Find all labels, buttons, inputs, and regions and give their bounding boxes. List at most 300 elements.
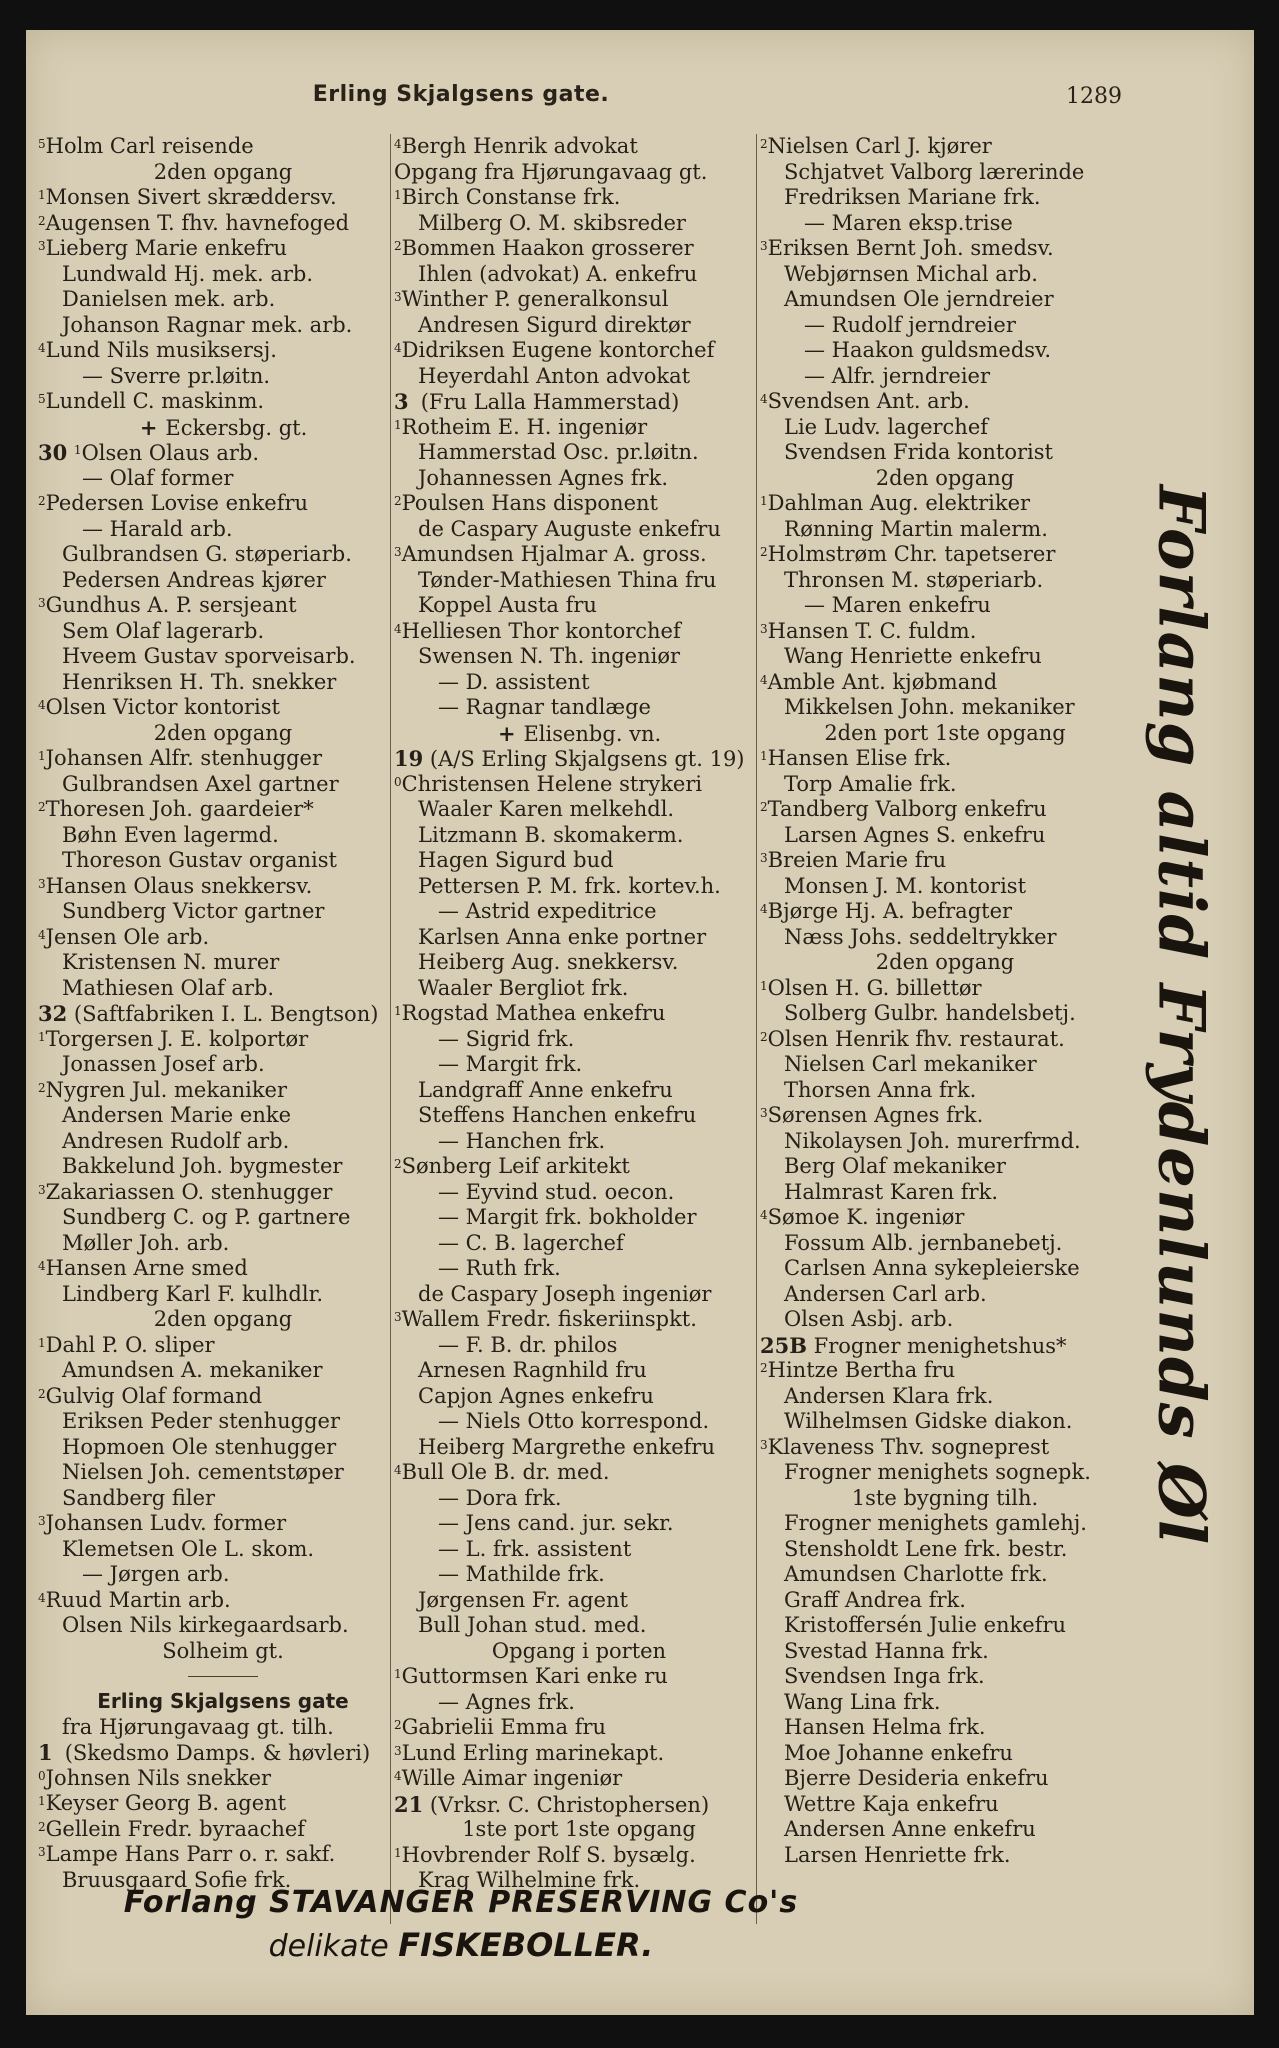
entry-text: — Dora frk. <box>438 1485 562 1510</box>
directory-entry <box>760 1129 1130 1155</box>
directory-entry <box>760 1588 1130 1614</box>
directory-entry <box>760 874 1130 900</box>
entry-text: Eriksen Bernt Joh. smedsv. <box>767 236 1054 260</box>
floor-number: 3 <box>38 1514 46 1528</box>
entry-text: Andresen Rudolf arb. <box>62 1128 290 1153</box>
directory-entry <box>760 1358 1130 1384</box>
entry-text: — Hanchen frk. <box>438 1128 606 1153</box>
entry-text: Opgang i porten <box>491 1638 667 1663</box>
directory-entry <box>760 542 1130 568</box>
entry-text: Tandberg Valborg enkefru <box>767 797 1047 821</box>
directory-entry <box>760 695 1130 721</box>
floor-number: 3 <box>38 239 46 253</box>
directory-entry <box>38 1027 408 1053</box>
directory-entry <box>394 364 764 390</box>
floor-number: 1 <box>73 443 82 457</box>
directory-entry <box>394 1256 764 1282</box>
directory-entry <box>760 466 1130 492</box>
entry-text: — Rudolf jerndreier <box>804 312 1016 337</box>
entry-text: Nielsen Joh. cementstøper <box>62 1460 344 1484</box>
entry-text: — Olaf former <box>82 465 234 490</box>
entry-text: Frogner menighets sognepk. <box>784 1460 1091 1484</box>
entry-text: Dahl P. O. sliper <box>45 1332 215 1357</box>
floor-number: 1 <box>394 1004 402 1018</box>
entry-text: Svendsen Ant. arb. <box>767 389 970 413</box>
entry-text: 1ste bygning tilh. <box>851 1485 1039 1510</box>
directory-entry <box>38 925 408 951</box>
directory-entry <box>394 1537 764 1563</box>
directory-entry <box>394 1715 764 1741</box>
directory-entry <box>38 338 408 364</box>
directory-entry <box>394 619 764 645</box>
directory-entry <box>38 236 408 262</box>
entry-text: Bøhn Even lagermd. <box>62 822 279 847</box>
directory-entry <box>760 644 1130 670</box>
entry-text: 2den port 1ste opgang <box>824 720 1066 745</box>
directory-entry <box>394 1409 764 1435</box>
entry-text: Amble Ant. kjøbmand <box>767 669 998 694</box>
directory-entry <box>394 1460 764 1486</box>
entry-text: Gulbrandsen Axel gartner <box>62 771 339 796</box>
directory-entry <box>760 823 1130 849</box>
floor-number: 4 <box>394 137 402 151</box>
entry-text: Steffens Hanchen enkefru <box>418 1103 697 1127</box>
floor-number: 3 <box>760 621 768 636</box>
entry-text: Andersen Carl arb. <box>784 1281 987 1306</box>
entry-text: Sømoe K. ingeniør <box>767 1205 965 1229</box>
directory-entry <box>38 1001 408 1027</box>
entry-text: Nygren Jul. mekaniker <box>45 1077 288 1102</box>
floor-number: 1 <box>394 1845 402 1860</box>
floor-number: 2 <box>760 800 768 814</box>
entry-text: — Sverre pr.løitn. <box>82 363 271 388</box>
directory-entry <box>38 1333 408 1359</box>
directory-column-1 <box>38 134 408 1893</box>
directory-entry <box>760 262 1130 288</box>
entry-text: Opgang fra Hjørungavaag gt. <box>394 159 708 184</box>
directory-entry <box>394 1129 764 1155</box>
directory-entry <box>760 236 1130 262</box>
entry-text: Solberg Gulbr. handelsbetj. <box>784 1001 1076 1025</box>
directory-entry <box>394 185 764 211</box>
entry-text: — Sigrid frk. <box>438 1026 575 1051</box>
directory-entry <box>760 1435 1130 1461</box>
bottom-ad-prefix: delikate <box>268 1929 389 1964</box>
floor-number: 1 <box>38 749 46 763</box>
entry-text: Amundsen Hjalmar A. gross. <box>401 542 707 566</box>
directory-entry <box>394 1154 764 1180</box>
directory-entry <box>394 925 764 951</box>
entry-text: — Haakon guldsmedsv. <box>804 338 1052 362</box>
directory-entry <box>394 1817 764 1843</box>
entry-text: Lindberg Karl F. kulhdlr. <box>62 1281 324 1306</box>
house-number: 3 <box>394 389 409 414</box>
page-title: Erling Skjalgsens gate. <box>312 82 610 107</box>
floor-number: 5 <box>38 137 46 151</box>
directory-entry <box>394 899 764 925</box>
floor-number: 4 <box>760 672 768 687</box>
directory-entry <box>760 1817 1130 1843</box>
entry-text: Hansen Arne smed <box>45 1256 248 1280</box>
side-ad-text: Forlang altid Frydenlunds Øl <box>1143 484 1219 1546</box>
directory-entry <box>760 721 1130 747</box>
entry-text: Pedersen Andreas kjører <box>62 567 326 592</box>
directory-entry <box>38 1205 408 1231</box>
entry-text: Andersen Anne enkefru <box>784 1817 1036 1841</box>
directory-entry <box>760 338 1130 364</box>
entry-text: Arnesen Ragnhild fru <box>418 1358 647 1382</box>
entry-text: Kristoffersén Julie enkefru <box>784 1613 1067 1637</box>
entry-text: Andresen Sigurd direktør <box>418 312 691 337</box>
directory-entry <box>760 491 1130 517</box>
directory-entry <box>38 415 408 441</box>
entry-text: Olsen Nils kirkegaardsarb. <box>62 1613 349 1637</box>
directory-entry <box>760 848 1130 874</box>
directory-entry <box>38 1180 408 1206</box>
entry-text: Zakariassen O. stenhugger <box>45 1179 333 1204</box>
floor-number: 3 <box>38 596 46 610</box>
floor-number: 2 <box>38 1819 46 1834</box>
directory-entry <box>38 1256 408 1282</box>
directory-entry <box>394 950 764 976</box>
entry-text: Wilhelmsen Gidske diakon. <box>784 1409 1073 1433</box>
entry-text: fra Hjørungavaag gt. tilh. <box>62 1714 334 1739</box>
entry-text: Thoreson Gustav organist <box>62 848 337 872</box>
entry-text: Olsen Henrik fhv. restaurat. <box>767 1026 1065 1051</box>
entry-text: Danielsen mek. arb. <box>62 287 276 311</box>
floor-number: 4 <box>38 1590 46 1605</box>
house-number: 32 <box>38 1001 68 1026</box>
directory-entry <box>760 313 1130 339</box>
directory-entry <box>394 542 764 568</box>
floor-number: 3 <box>394 1743 402 1758</box>
floor-number: 3 <box>38 1845 46 1859</box>
floor-number: 4 <box>38 698 46 712</box>
directory-entry <box>760 364 1130 390</box>
directory-entry <box>760 517 1130 543</box>
entry-text: Lund Erling marinekapt. <box>401 1740 665 1765</box>
entry-text: — Niels Otto korrespond. <box>438 1409 710 1433</box>
directory-entry <box>394 134 764 160</box>
floor-number: 1 <box>394 188 402 202</box>
floor-number: 1 <box>38 1335 46 1350</box>
directory-entry <box>760 185 1130 211</box>
floor-number: 1 <box>760 494 768 508</box>
entry-text: (Saftfabriken I. L. Bengtson) <box>73 1002 379 1026</box>
floor-number: 4 <box>760 902 768 916</box>
directory-entry <box>394 1103 764 1129</box>
directory-entry <box>760 134 1130 160</box>
floor-number: 3 <box>760 851 768 865</box>
directory-entry <box>760 1256 1130 1282</box>
directory-entry <box>760 1001 1130 1027</box>
entry-text: Wallem Fredr. fiskeriinspkt. <box>401 1307 697 1331</box>
directory-entry <box>38 364 408 390</box>
directory-entry <box>760 1027 1130 1053</box>
entry-text: Gundhus A. P. sersjeant <box>45 593 297 617</box>
directory-entry <box>38 287 408 313</box>
directory-entry <box>760 1511 1130 1537</box>
entry-text: Klaveness Thv. sogneprest <box>767 1434 1050 1459</box>
directory-entry <box>394 874 764 900</box>
directory-entry <box>394 1511 764 1537</box>
directory-entry <box>38 491 408 517</box>
entry-text: — Margit frk. bokholder <box>438 1205 697 1229</box>
directory-entry <box>394 1027 764 1053</box>
directory-entry <box>38 1588 408 1614</box>
directory-entry <box>394 1333 764 1359</box>
directory-entry <box>394 1588 764 1614</box>
floor-number: 2 <box>394 239 402 253</box>
directory-entry <box>38 593 408 619</box>
directory-entry <box>760 415 1130 441</box>
floor-number: 4 <box>38 927 46 942</box>
floor-number: 1 <box>394 1667 402 1681</box>
entry-text: — Ragnar tandlæge <box>438 695 651 719</box>
side-advertisement <box>1126 484 1236 1546</box>
directory-entry <box>394 568 764 594</box>
entry-text: Helliesen Thor kontorchef <box>401 618 681 643</box>
floor-number: 2 <box>760 137 768 151</box>
house-number: 19 <box>394 746 424 771</box>
directory-entry <box>38 1511 408 1537</box>
directory-entry <box>394 1562 764 1588</box>
directory-entry <box>394 1486 764 1512</box>
entry-text: Christensen Helene strykeri <box>401 771 703 796</box>
entry-text: Didriksen Eugene kontorchef <box>401 338 715 362</box>
directory-entry <box>38 1129 408 1155</box>
directory-entry <box>394 160 764 186</box>
directory-entry <box>760 1537 1130 1563</box>
directory-entry <box>394 644 764 670</box>
entry-text: Bergh Henrik advokat <box>401 134 638 158</box>
directory-entry <box>38 695 408 721</box>
floor-number: 4 <box>760 1208 768 1222</box>
directory-entry <box>760 568 1130 594</box>
directory-entry <box>38 466 408 492</box>
entry-text: — F. B. dr. philos <box>438 1332 618 1357</box>
entry-text: Eriksen Peder stenhugger <box>62 1409 340 1433</box>
floor-number: 2 <box>760 1029 768 1044</box>
entry-text: Nikolaysen Joh. murerfrmd. <box>784 1128 1081 1153</box>
floor-number: 2 <box>38 1080 46 1095</box>
entry-text: Waaler Karen melkehdl. <box>418 797 675 821</box>
directory-entry <box>760 1486 1130 1512</box>
entry-text: Winther P. generalkonsul <box>401 287 669 311</box>
directory-entry <box>38 1766 408 1792</box>
entry-text: — Alfr. jerndreier <box>804 363 991 388</box>
floor-number: 2 <box>394 1718 402 1732</box>
directory-entry <box>38 721 408 747</box>
directory-entry <box>38 1103 408 1129</box>
entry-text: Heyerdahl Anton advokat <box>418 363 691 388</box>
directory-entry <box>760 211 1130 237</box>
entry-text: — D. assistent <box>438 669 590 694</box>
entry-text: Birch Constanse frk. <box>401 185 621 209</box>
directory-entry <box>760 976 1130 1002</box>
entry-text: Jensen Ole arb. <box>45 924 210 949</box>
entry-text: Frogner menighetshus* <box>813 1333 1067 1358</box>
entry-text: Moe Johanne enkefru <box>784 1740 1013 1765</box>
floor-number: 3 <box>394 290 402 304</box>
entry-text: de Caspary Joseph ingeniør <box>418 1281 712 1306</box>
entry-text: Johansen Alfr. stenhugger <box>45 746 322 770</box>
entry-text: Holm Carl reisende <box>45 134 254 158</box>
directory-entry <box>760 772 1130 798</box>
entry-text: Schjatvet Valborg lærerinde <box>784 159 1085 184</box>
directory-entry <box>394 823 764 849</box>
entry-text: Breien Marie fru <box>767 848 947 872</box>
directory-entry <box>38 1052 408 1078</box>
entry-text: Lieberg Marie enkefru <box>45 236 288 260</box>
entry-text: Møller Joh. arb. <box>62 1230 230 1255</box>
directory-entry <box>760 593 1130 619</box>
directory-entry <box>38 1817 408 1843</box>
directory-entry <box>38 1689 408 1715</box>
bottom-ad-line-1: Forlang STAVANGER PRESERVING Co's <box>123 1885 799 1920</box>
directory-entry <box>760 1333 1130 1359</box>
entry-text: — Margit frk. <box>438 1052 583 1076</box>
directory-entry <box>760 160 1130 186</box>
entry-text: Amundsen A. mekaniker <box>62 1358 323 1382</box>
floor-number: 4 <box>394 621 402 636</box>
entry-text: Wang Lina frk. <box>784 1689 941 1714</box>
directory-entry <box>38 1740 408 1766</box>
entry-text: Sandberg filer <box>62 1485 216 1510</box>
directory-entry <box>760 1282 1130 1308</box>
entry-text: Carlsen Anna sykepleierske <box>784 1256 1080 1280</box>
directory-entry <box>38 619 408 645</box>
entry-text: Erling Skjalgsens gate <box>97 1689 349 1713</box>
directory-entry <box>38 211 408 237</box>
directory-entry <box>38 262 408 288</box>
directory-column-3 <box>760 134 1130 1868</box>
directory-entry <box>760 1613 1130 1639</box>
directory-entry <box>394 848 764 874</box>
entry-text: Jonassen Josef arb. <box>62 1052 265 1076</box>
entry-text: Pedersen Lovise enkefru <box>45 491 309 515</box>
directory-entry <box>38 313 408 339</box>
entry-text: Waaler Bergliot frk. <box>418 975 629 1000</box>
entry-text: Mikkelsen John. mekaniker <box>784 695 1075 719</box>
directory-entry <box>38 1435 408 1461</box>
directory-entry <box>760 950 1130 976</box>
directory-entry <box>760 1741 1130 1767</box>
floor-number: 1 <box>38 1029 46 1044</box>
floor-number: 0 <box>394 774 402 789</box>
entry-text: Elisenbg. vn. <box>523 721 662 746</box>
directory-entry <box>38 1486 408 1512</box>
entry-text: Hansen Helma frk. <box>784 1715 986 1739</box>
directory-entry <box>394 1282 764 1308</box>
entry-text: Koppel Austa fru <box>418 593 597 617</box>
entry-text: Kristensen N. murer <box>62 950 280 974</box>
entry-text: Augensen T. fhv. havnefoged <box>45 210 350 235</box>
house-number: 21 <box>394 1791 424 1817</box>
entry-text: — Mathilde frk. <box>438 1562 605 1586</box>
entry-text: 2den opgang <box>875 465 1015 490</box>
entry-text: Hansen Olaus snekkersv. <box>45 873 313 898</box>
entry-text: Johanson Ragnar mek. arb. <box>62 312 353 337</box>
floor-number: 3 <box>38 876 46 891</box>
entry-text: Heiberg Margrethe enkefru <box>418 1434 715 1459</box>
bottom-advertisement <box>26 1885 896 1964</box>
directory-entry <box>760 1307 1130 1333</box>
entry-text: Thronsen M. støperiarb. <box>784 567 1044 592</box>
entry-text: Fredriksen Mariane frk. <box>784 185 1041 209</box>
entry-text: Karlsen Anna enke portner <box>418 924 707 949</box>
entry-text: — Eyvind stud. oecon. <box>438 1179 675 1204</box>
entry-text: Svendsen Frida kontorist <box>784 440 1053 464</box>
directory-entry <box>38 160 408 186</box>
directory-entry <box>38 1282 408 1308</box>
directory-entry <box>760 440 1130 466</box>
directory-entry <box>760 619 1130 645</box>
directory-entry <box>38 746 408 772</box>
directory-entry <box>394 1639 764 1665</box>
directory-entry <box>394 1231 764 1257</box>
entry-text: Klemetsen Ole L. skom. <box>62 1536 315 1561</box>
entry-text: — Ruth frk. <box>438 1256 561 1280</box>
directory-entry <box>394 287 764 313</box>
entry-text: Bull Johan stud. med. <box>418 1613 647 1637</box>
directory-entry <box>394 721 764 747</box>
entry-text: Sundberg Victor gartner <box>62 899 325 923</box>
directory-entry <box>38 440 408 466</box>
entry-text: Olsen H. G. billettør <box>767 975 982 1000</box>
directory-entry <box>38 185 408 211</box>
entry-text: Rogstad Mathea enkefru <box>401 1001 666 1025</box>
entry-text: Svestad Hanna frk. <box>784 1638 989 1663</box>
floor-number: 4 <box>760 392 768 406</box>
directory-entry <box>760 925 1130 951</box>
entry-text: Graff Andrea frk. <box>784 1587 966 1612</box>
entry-text: Bjørge Hj. A. befragter <box>767 899 1013 923</box>
directory-entry <box>38 1307 408 1333</box>
entry-text: — Jørgen arb. <box>82 1562 230 1586</box>
directory-entry <box>760 1409 1130 1435</box>
directory-entry <box>760 1103 1130 1129</box>
directory-entry <box>394 1307 764 1333</box>
entry-text: Ruud Martin arb. <box>45 1587 231 1612</box>
directory-entry <box>394 1613 764 1639</box>
directory-entry <box>760 746 1130 772</box>
directory-entry <box>38 899 408 925</box>
entry-text: Capjon Agnes enkefru <box>418 1383 654 1408</box>
entry-text: Bull Ole B. dr. med. <box>401 1460 610 1484</box>
directory-entry <box>760 1180 1130 1206</box>
directory-entry <box>394 746 764 772</box>
entry-text: Næss Johs. seddeltrykker <box>784 924 1057 949</box>
entry-text: Tønder-Mathiesen Thina fru <box>418 567 717 592</box>
directory-entry <box>38 1715 408 1741</box>
directory-entry <box>38 976 408 1002</box>
entry-text: Andersen Klara frk. <box>784 1383 994 1408</box>
directory-entry <box>394 1843 764 1869</box>
directory-entry <box>760 1154 1130 1180</box>
entry-text: Krag Wilhelmine frk. <box>418 1868 641 1892</box>
entry-text: Bjerre Desideria enkefru <box>784 1766 1049 1790</box>
entry-text: Hagen Sigurd bud <box>418 848 614 872</box>
entry-text: Sørensen Agnes frk. <box>767 1103 984 1127</box>
entry-text: — Harald arb. <box>82 516 233 541</box>
entry-text: Jørgensen Fr. agent <box>418 1587 628 1612</box>
directory-entry <box>394 1205 764 1231</box>
directory-entry <box>38 1537 408 1563</box>
entry-text: Torp Amalie frk. <box>784 771 957 796</box>
directory-entry <box>38 670 408 696</box>
floor-number: 5 <box>38 392 46 406</box>
